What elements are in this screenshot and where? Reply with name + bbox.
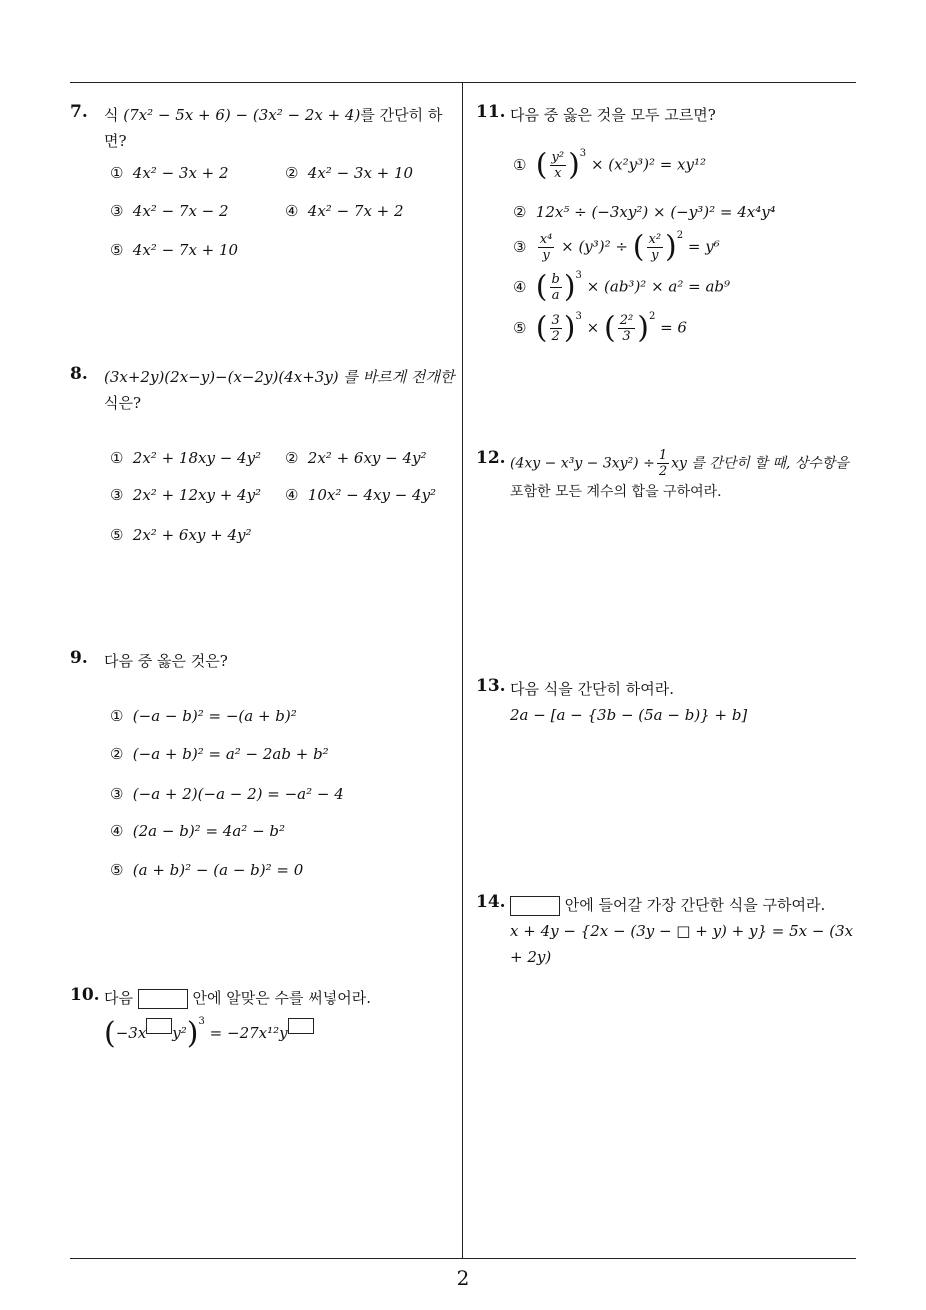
question-text-prefix: 식 xyxy=(104,106,124,124)
q11-option-4[interactable]: ④ ( $\frac{b}{a}$ )$^3$ × (ab³)² × a² = ab⁹ xyxy=(513,269,731,305)
q8-option-5[interactable]: ⑤ 2x² + 6xy + 4y² xyxy=(110,526,252,544)
answer-box-exponent-x[interactable] xyxy=(146,1018,172,1034)
q9-option-4[interactable]: ④ (2a − b)² = 4a² − b² xyxy=(110,822,286,840)
q9-option-2[interactable]: ② (−a + b)² = a² − 2ab + b² xyxy=(110,745,329,763)
question-text-line2: 포함한 모든 계수의 합을 구하여라. xyxy=(510,484,722,500)
question-text-prefix: 다음 xyxy=(104,989,133,1007)
q7-option-5[interactable]: ⑤ 4x² − 7x + 10 xyxy=(110,241,239,259)
q8-option-3[interactable]: ③ 2x² + 12xy + 4y² xyxy=(110,486,262,504)
question-text: 안에 들어갈 가장 간단한 식을 구하여라. xyxy=(564,896,826,914)
question-11 xyxy=(476,102,856,128)
question-expression: 2a − [a − {3b − (5a − b)} + b] xyxy=(510,706,748,724)
question-number: 7. xyxy=(70,102,88,122)
question-text-line2: 식은? xyxy=(104,394,142,412)
question-10 xyxy=(70,985,460,1011)
q11-option-1[interactable]: ① ( $\frac{\text{y²}}{x}$ )$^3$ × (x²y³)² = xy¹² xyxy=(513,147,707,183)
q7-option-2[interactable]: ② 4x² − 3x + 10 xyxy=(285,164,414,182)
question-14 xyxy=(476,892,856,970)
q7-option-1[interactable]: ① 4x² − 3x + 2 xyxy=(110,164,229,182)
question-12: 12. (4xy − x³y − 3xy²) ÷ $\frac{1}{2}$ xy 를 간단히 할 때, 상수항을 포함한 모든 계수의 합을 구하여라. xyxy=(476,448,849,500)
q11-option-2[interactable]: ② 12x⁵ ÷ (−3xy²) × (−y³)² = 4x⁴y⁴ xyxy=(513,203,776,221)
question-number: 9. xyxy=(70,648,88,668)
q7-option-4[interactable]: ④ 4x² − 7x + 2 xyxy=(285,202,404,220)
question-text: 다음 식을 간단히 하여라. xyxy=(510,680,674,698)
column-divider xyxy=(462,82,463,1258)
question-text-suffix: 를 간단히 하면? xyxy=(104,106,443,150)
question-number: 8. xyxy=(70,364,88,384)
q8-option-4[interactable]: ④ 10x² − 4xy − 4y² xyxy=(285,486,437,504)
answer-box-exponent-y[interactable] xyxy=(288,1018,314,1034)
question-number: 14. xyxy=(476,892,506,912)
answer-box-prompt xyxy=(138,989,188,1009)
q8-option-2[interactable]: ② 2x² + 6xy − 4y² xyxy=(285,449,427,467)
question-number: 13. xyxy=(476,676,506,696)
q9-option-5[interactable]: ⑤ (a + b)² − (a − b)² = 0 xyxy=(110,861,304,879)
q8-option-1[interactable]: ① 2x² + 18xy − 4y² xyxy=(110,449,262,467)
question-expression: x + 4y − {2x − (3y − □ + y) + y} = 5x − (3x + 2y) xyxy=(510,922,854,966)
question-text-line1: (3x+2y)(2x−y)−(x−2y)(4x+3y) 를 바르게 전개한 xyxy=(104,368,455,386)
page-number: 2 xyxy=(456,1266,470,1290)
q10-expression: (−3x y²)$^3$ = −27x¹²y xyxy=(104,1018,314,1049)
q11-option-5[interactable]: ⑤ ( $\frac{3}{2}$ )$^3$ × ( $\frac{\text{2²}}{3}$ )$^2$ = 6 xyxy=(513,310,687,346)
answer-box-prompt xyxy=(510,896,560,916)
question-13 xyxy=(476,676,856,728)
question-9 xyxy=(70,648,460,674)
q11-option-3[interactable]: ③ $\frac{\text{x⁴}}{y}$ × (y³)² ÷ ( $\frac{\text{x²}}{y}$ )$^2$ = y⁶ xyxy=(513,229,720,265)
question-text-suffix: 안에 알맞은 수를 써넣어라. xyxy=(192,989,372,1007)
question-number: 11. xyxy=(476,102,506,122)
q7-option-3[interactable]: ③ 4x² − 7x − 2 xyxy=(110,202,229,220)
question-expression: (7x² − 5x + 6) − (3x² − 2x + 4) xyxy=(123,106,361,124)
bottom-rule xyxy=(70,1258,856,1259)
question-text: 다음 중 옳은 것은? xyxy=(104,652,228,670)
question-number: 12. xyxy=(476,448,506,468)
q9-option-1[interactable]: ① (−a − b)² = −(a + b)² xyxy=(110,707,297,725)
question-text: 다음 중 옳은 것을 모두 고르면? xyxy=(510,106,716,124)
top-rule xyxy=(70,82,856,83)
q9-option-3[interactable]: ③ (−a + 2)(−a − 2) = −a² − 4 xyxy=(110,785,344,803)
question-8 xyxy=(70,364,460,416)
question-7 xyxy=(70,102,460,154)
question-number: 10. xyxy=(70,985,100,1005)
